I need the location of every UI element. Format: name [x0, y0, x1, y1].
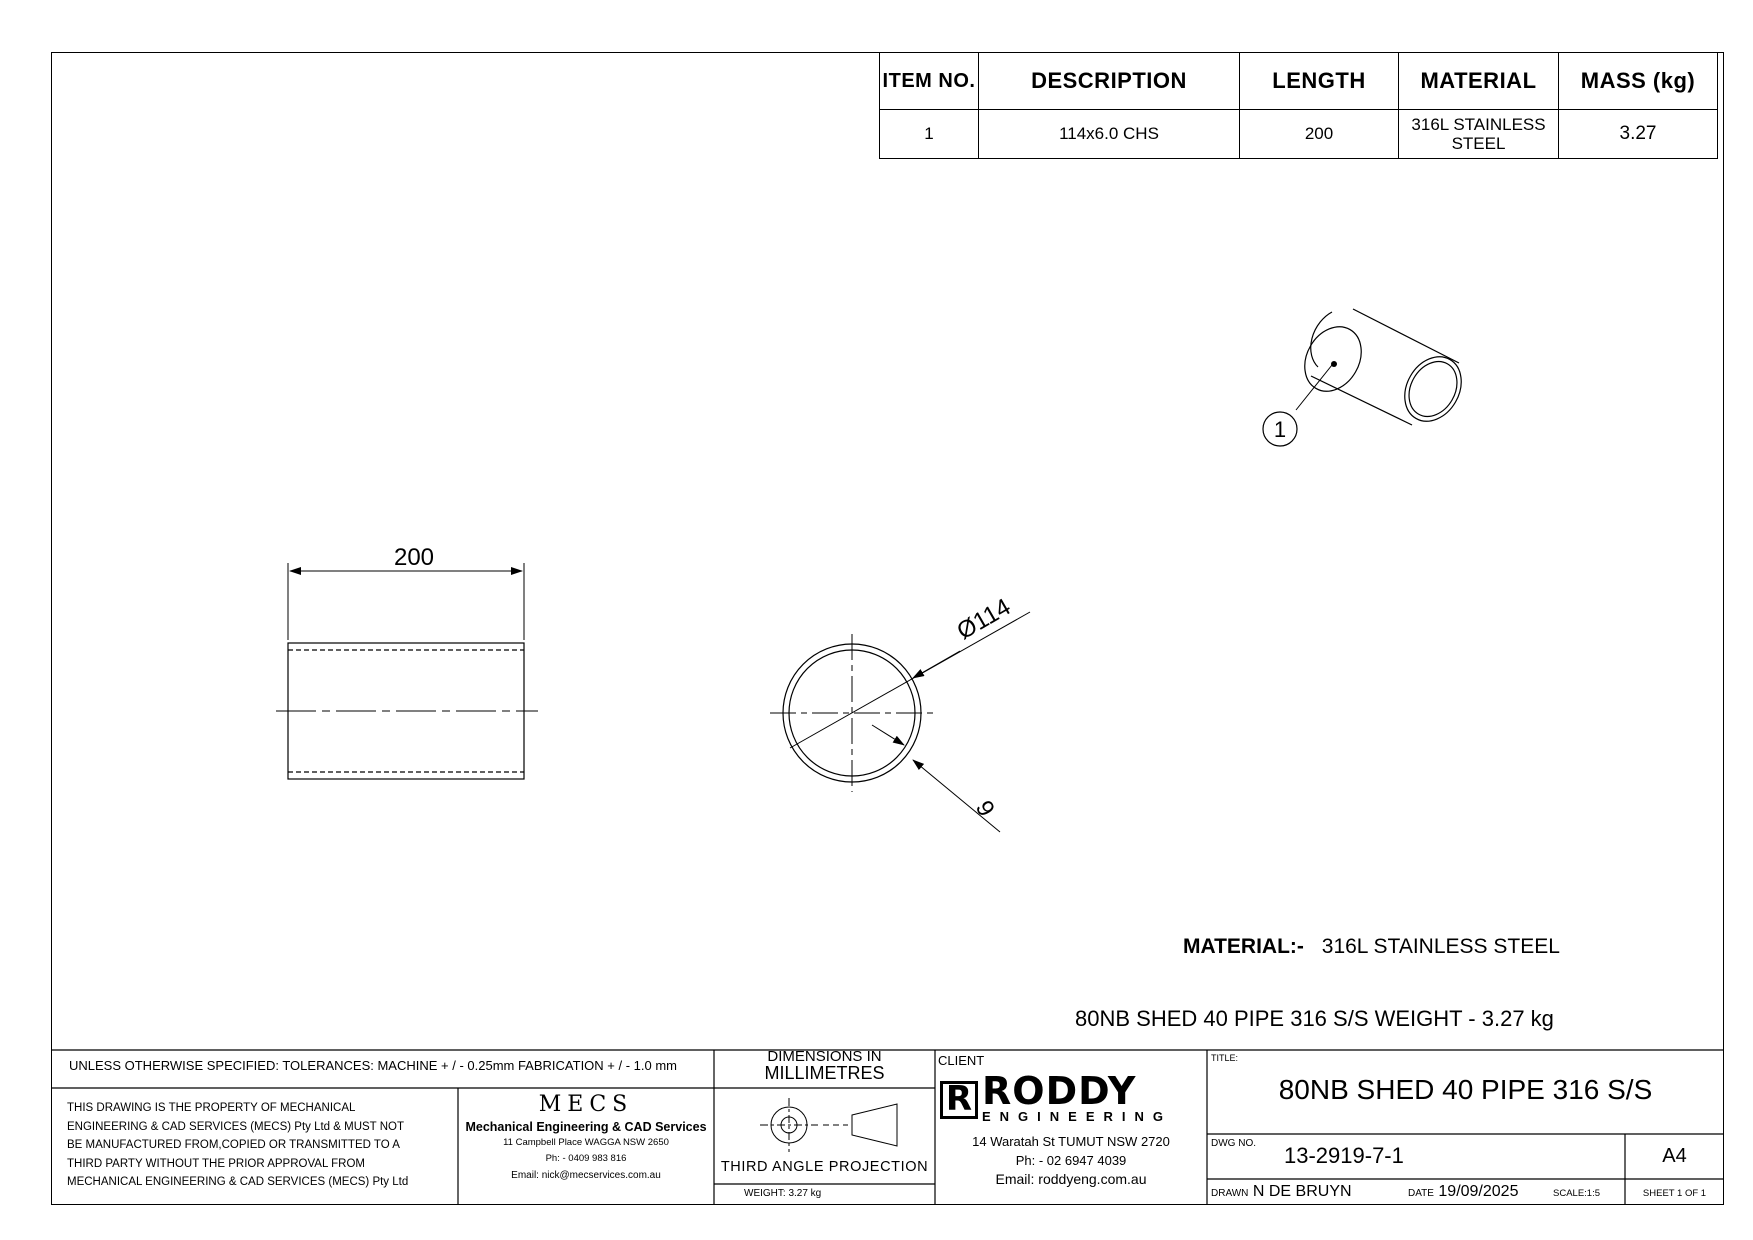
- mecs-logo: MECS: [538, 1092, 634, 1117]
- length-dimension: 200: [393, 544, 435, 571]
- wall-thickness-dimension: 6: [971, 795, 1002, 821]
- client-logo-mark: R: [940, 1081, 978, 1119]
- date-value: 19/09/2025: [1438, 1183, 1519, 1200]
- property-notice-line: THIS DRAWING IS THE PROPERTY OF MECHANICAL: [67, 1102, 356, 1114]
- weight-note: 80NB SHED 40 PIPE 316 S/S WEIGHT - 3.27 kg: [1075, 1006, 1554, 1031]
- weight-label: WEIGHT: 3.27 kg: [744, 1188, 822, 1199]
- sheet-number: SHEET 1 OF 1: [1642, 1188, 1707, 1199]
- bom-cell-material: 316L STAINLESS STEEL: [1399, 110, 1559, 159]
- date-field: [1408, 1183, 1518, 1201]
- scale: SCALE:1:5: [1553, 1188, 1600, 1199]
- property-notice-line: BE MANUFACTURED FROM,COPIED OR TRANSMITTED TO A: [67, 1139, 400, 1151]
- drawn-by-field: [1211, 1183, 1352, 1201]
- client-address: 14 Waratah St TUMUT NSW 2720: [972, 1134, 1170, 1149]
- dwg-no-label: DWG NO.: [1211, 1138, 1256, 1149]
- isometric-view: [1263, 309, 1473, 446]
- bom-header-item: ITEM NO.: [880, 53, 979, 110]
- mecs-name: Mechanical Engineering & CAD Services: [465, 1120, 707, 1134]
- diameter-dimension: Ø114: [952, 593, 1016, 646]
- side-view: [276, 563, 538, 779]
- property-notice-line: MECHANICAL ENGINEERING & CAD SERVICES (MECS) Pty Ltd: [67, 1176, 409, 1188]
- bom-cell-length: 200: [1240, 110, 1399, 159]
- client-phone: Ph: - 02 6947 4039: [1015, 1153, 1127, 1168]
- property-notice: [67, 1099, 408, 1192]
- client-label: CLIENT: [938, 1053, 985, 1068]
- bom-header-description: DESCRIPTION: [979, 53, 1240, 110]
- dwg-number: 13-2919-7-1: [1284, 1143, 1404, 1168]
- material-note: [1183, 935, 1560, 959]
- property-notice-line: ENGINEERING & CAD SERVICES (MECS) Pty Ltd & MUST NOT: [67, 1120, 404, 1133]
- balloon-leader-dot: [1331, 361, 1337, 367]
- millimetres-label: MILLIMETRES: [764, 1063, 885, 1083]
- dimensions-in-label: DIMENSIONS IN: [767, 1048, 882, 1065]
- bom-cell-description: 114x6.0 CHS: [979, 110, 1240, 159]
- bom-header-mass: MASS (kg): [1559, 53, 1718, 110]
- material-note-label: MATERIAL:-: [1183, 935, 1304, 958]
- bom-cell-item: 1: [880, 110, 979, 159]
- drawing-title: 80NB SHED 40 PIPE 316 S/S: [1278, 1074, 1653, 1105]
- title-label: TITLE:: [1211, 1053, 1239, 1063]
- sheet-size: A4: [1662, 1145, 1687, 1167]
- client-details: [935, 1132, 1207, 1189]
- mecs-email: Email: nick@mecservices.com.au: [511, 1170, 661, 1181]
- tolerances-note: UNLESS OTHERWISE SPECIFIED: TOLERANCES: MACHINE + / - 0.25mm FABRICATION + / - 1.0 mm: [69, 1058, 677, 1073]
- client-logo-sub: ENGINEERING: [982, 1109, 1173, 1124]
- property-notice-line: THIRD PARTY WITHOUT THE PRIOR APPROVAL FROM: [67, 1157, 365, 1170]
- client-logo-name: RODDY: [982, 1069, 1137, 1113]
- material-note-value: 316L STAINLESS STEEL: [1321, 935, 1560, 958]
- client-email: Email: roddyeng.com.au: [995, 1171, 1147, 1187]
- projection-label: THIRD ANGLE PROJECTION: [720, 1159, 929, 1175]
- bom-header-material: MATERIAL: [1399, 53, 1559, 110]
- date-label: DATE: [1408, 1188, 1434, 1199]
- balloon-number: 1: [1273, 417, 1287, 442]
- third-angle-projection-symbol: [760, 1098, 897, 1152]
- dimensions-unit-note: [714, 1048, 935, 1082]
- drawn-label: DRAWN: [1211, 1188, 1249, 1199]
- bom-header-length: LENGTH: [1240, 53, 1399, 110]
- mecs-phone: Ph: - 0409 983 816: [545, 1153, 627, 1164]
- bom-cell-mass: 3.27: [1559, 110, 1718, 159]
- mecs-address: 11 Campbell Place WAGGA NSW 2650: [503, 1137, 669, 1148]
- drawn-by: N DE BRUYN: [1252, 1183, 1352, 1200]
- mecs-info: [458, 1092, 714, 1181]
